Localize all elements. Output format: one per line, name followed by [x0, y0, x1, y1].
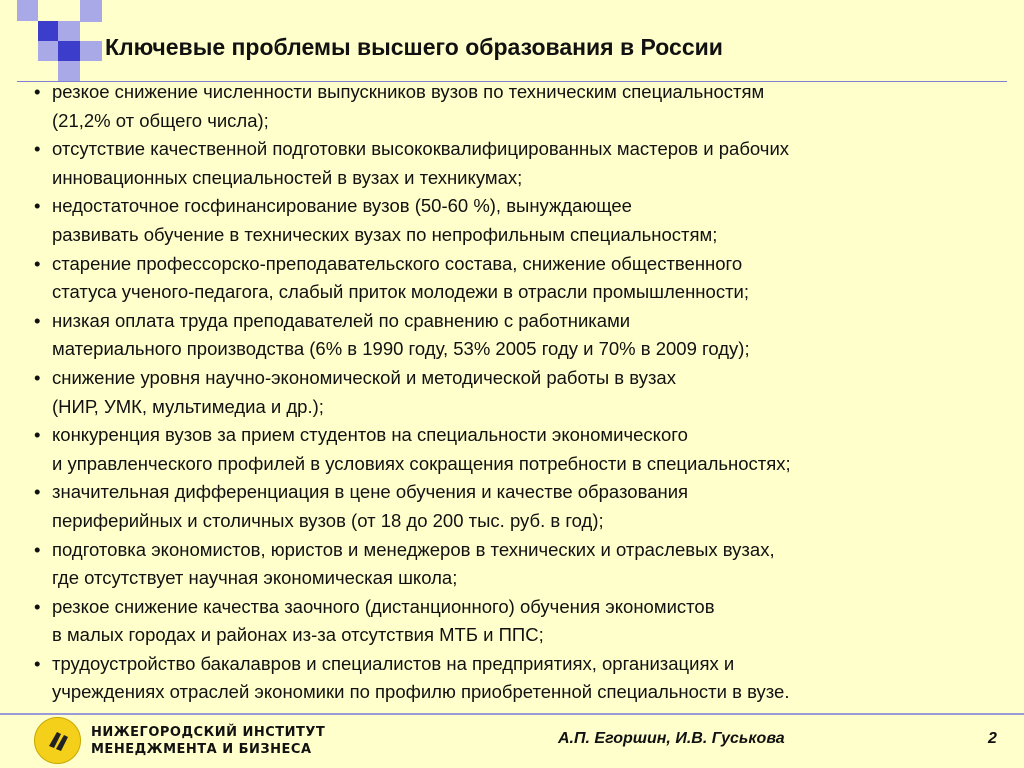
decor-square: [58, 21, 80, 41]
item-line1: конкуренция вузов за прием студентов на специальности экономического: [52, 424, 688, 446]
item-line2: где отсутствует научная экономическая школа;: [52, 567, 458, 589]
list-item: [34, 78, 1014, 135]
list-item: [34, 650, 1014, 707]
bullet-icon: •: [34, 195, 41, 217]
decor-square: [80, 41, 102, 61]
item-line2: в малых городах и районах из-за отсутствия МТБ и ППС;: [52, 624, 544, 646]
item-line1: резкое снижение численности выпускников вузов по техническим специальностям: [52, 81, 765, 102]
decor-square: [17, 0, 38, 21]
list-item: [34, 135, 1014, 192]
item-line1: низкая оплата труда преподавателей по сравнению с работниками: [52, 309, 631, 331]
item-line2: инновационных специальностей в вузах и техникумах;: [52, 166, 523, 188]
list-item: [34, 421, 1014, 478]
bullet-icon: •: [34, 366, 41, 388]
bullet-icon: •: [34, 481, 41, 503]
list-item: [34, 593, 1014, 650]
item-line2: материального производства (6% в 1990 году, 53% 2005 году и 70% в 2009 году);: [52, 338, 750, 360]
item-line2: учреждениях отраслей экономики по профилю приобретенной специальности в вузе.: [52, 681, 790, 703]
item-line1: старение профессорско-преподавательского состава, снижение общественного: [52, 252, 743, 274]
bullet-list: [34, 78, 1014, 707]
decor-square: [38, 41, 58, 61]
logo-mark-icon: [35, 718, 80, 763]
slide-title: Ключевые проблемы высшего образования в России: [105, 34, 723, 60]
item-line1: трудоустройство бакалавров и специалистов на предприятиях, организациях и: [52, 652, 735, 674]
institute-logo-icon: [34, 717, 81, 764]
bullet-icon: •: [34, 252, 41, 274]
institute-name-line2: МЕНЕДЖМЕНТА И БИЗНЕСА: [91, 742, 312, 757]
item-line1: резкое снижение качества заочного (дистанционного) обучения экономистов: [52, 595, 715, 617]
decor-square: [58, 41, 80, 61]
bullet-icon: •: [34, 138, 41, 160]
list-item: [34, 250, 1014, 307]
bullet-icon: •: [34, 538, 41, 560]
list-item: [34, 307, 1014, 364]
item-line2: статуса ученого-педагога, слабый приток молодежи в отрасли промышленности;: [52, 281, 750, 303]
institute-name: [91, 724, 325, 758]
authors: А.П. Егоршин, И.В. Гуськова: [558, 730, 785, 747]
item-line2: (21,2% от общего числа);: [52, 109, 269, 131]
list-item: [34, 192, 1014, 249]
bullet-icon: •: [34, 309, 41, 331]
bullet-icon: •: [34, 652, 41, 674]
institute-name-line1: НИЖЕГОРОДСКИЙ ИНСТИТУТ: [91, 725, 326, 740]
footer-divider: [0, 713, 1024, 715]
item-line2: и управленческого профилей в условиях сокращения потребности в специальностях;: [52, 452, 791, 474]
list-item: [34, 364, 1014, 421]
item-line1: значительная дифференциация в цене обучения и качестве образования: [52, 481, 689, 503]
item-line1: подготовка экономистов, юристов и менеджеров в технических и отраслевых вузах,: [52, 538, 775, 560]
list-item: [34, 536, 1014, 593]
page-number: 2: [988, 730, 997, 747]
item-line1: недостаточное госфинансирование вузов (50-60 %), вынуждающее: [52, 195, 632, 217]
item-line2: развивать обучение в технических вузах по непрофильным специальностям;: [52, 223, 718, 245]
bullet-icon: •: [34, 424, 41, 446]
item-line1: снижение уровня научно-экономической и методической работы в вузах: [52, 366, 676, 388]
list-item: [34, 478, 1014, 535]
item-line1: отсутствие качественной подготовки высококвалифицированных мастеров и рабочих: [52, 138, 790, 160]
decor-square: [38, 21, 58, 41]
decor-square: [80, 0, 102, 22]
item-line2: периферийных и столичных вузов (от 18 до 200 тыс. руб. в год);: [52, 509, 604, 531]
item-line2: (НИР, УМК, мультимедиа и др.);: [52, 395, 324, 417]
bullet-icon: •: [34, 81, 41, 102]
bullet-icon: •: [34, 595, 41, 617]
